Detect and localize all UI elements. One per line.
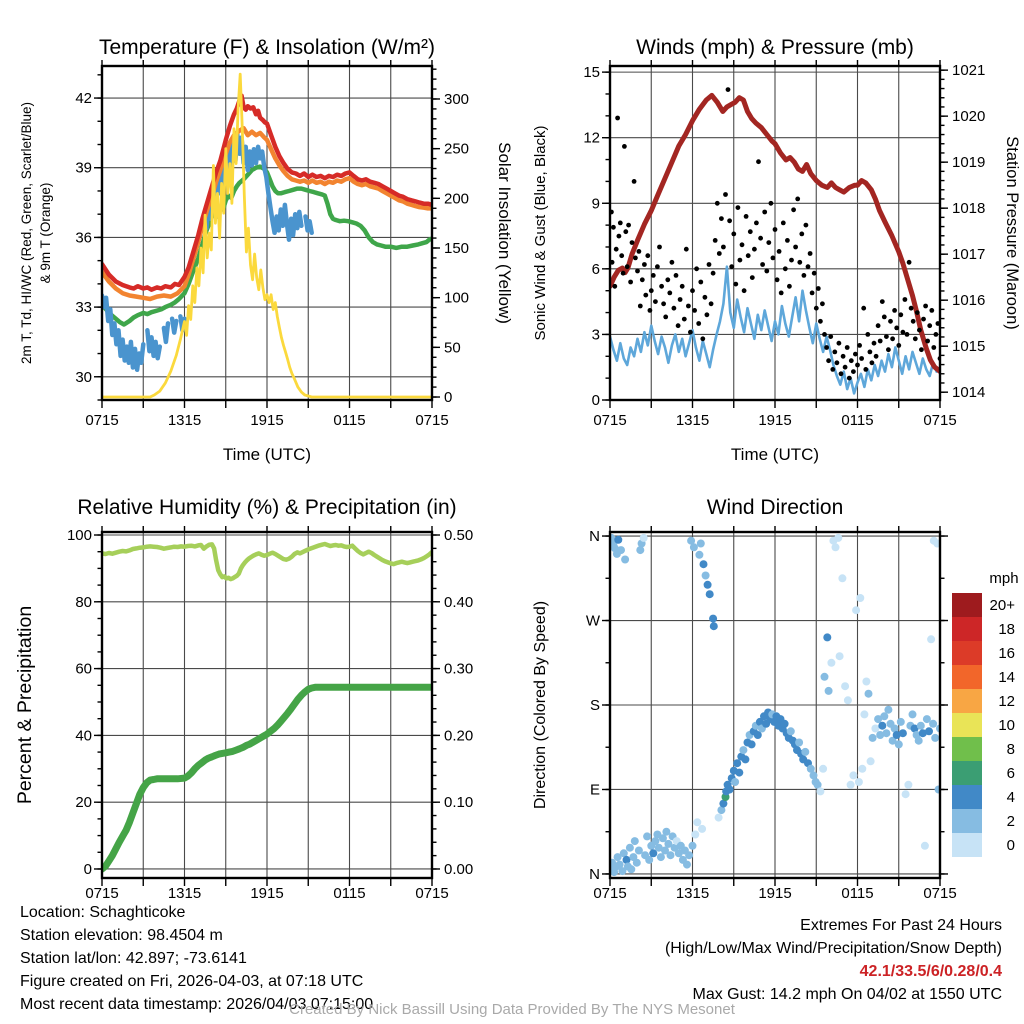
svg-text:Percent & Precipitation: Percent & Precipitation <box>14 605 36 805</box>
svg-text:Time (UTC): Time (UTC) <box>730 445 820 464</box>
svg-text:1915: 1915 <box>250 885 284 902</box>
svg-text:0715: 0715 <box>85 885 119 902</box>
wind-direction-chart <box>512 470 1024 920</box>
svg-text:50: 50 <box>444 339 461 357</box>
svg-text:33: 33 <box>75 299 92 317</box>
svg-text:2m T, Td, HI/WC (Red, Green, S: 2m T, Td, HI/WC (Red, Green, Scarlet/Blue) <box>19 101 34 365</box>
svg-text:0.10: 0.10 <box>444 794 474 812</box>
svg-text:30: 30 <box>75 368 92 386</box>
extremes-block <box>665 914 1002 1006</box>
svg-text:100: 100 <box>444 289 470 307</box>
svg-text:Wind Direction: Wind Direction <box>706 496 844 519</box>
svg-text:39: 39 <box>75 159 92 177</box>
svg-text:0715: 0715 <box>415 885 449 902</box>
svg-text:E: E <box>589 781 600 799</box>
svg-text:60: 60 <box>75 660 92 678</box>
svg-text:0115: 0115 <box>333 412 366 429</box>
svg-text:N: N <box>589 865 600 883</box>
svg-text:1020: 1020 <box>952 108 986 126</box>
svg-text:0115: 0115 <box>333 885 366 902</box>
svg-text:4: 4 <box>1006 789 1015 806</box>
svg-text:0.50: 0.50 <box>444 527 474 545</box>
svg-text:W: W <box>585 612 600 630</box>
svg-text:0.30: 0.30 <box>444 660 474 678</box>
svg-text:Relative Humidity (%) & Precip: Relative Humidity (%) & Precipitation (in) <box>77 496 457 519</box>
svg-text:9: 9 <box>591 195 600 213</box>
svg-text:Winds (mph) & Pressure (mb): Winds (mph) & Pressure (mb) <box>636 36 914 59</box>
humidity-precipitation-chart <box>0 470 512 920</box>
svg-text:Direction (Colored By Speed): Direction (Colored By Speed) <box>532 600 549 810</box>
svg-text:0715: 0715 <box>415 412 449 429</box>
extremes-values: 42.1/33.5/6/0.28/0.4 <box>859 963 1002 980</box>
svg-text:0115: 0115 <box>841 412 874 429</box>
svg-text:S: S <box>589 697 600 714</box>
svg-text:6: 6 <box>591 260 600 278</box>
svg-text:0115: 0115 <box>841 885 874 902</box>
elevation-line: Station elevation: 98.4504 m <box>20 927 223 944</box>
svg-text:1017: 1017 <box>952 246 986 264</box>
svg-text:2: 2 <box>1006 813 1015 830</box>
svg-text:N: N <box>589 528 600 546</box>
svg-text:6: 6 <box>1006 765 1015 782</box>
svg-text:0: 0 <box>444 389 453 407</box>
svg-text:0: 0 <box>83 860 92 878</box>
svg-text:20: 20 <box>75 794 92 812</box>
svg-text:18: 18 <box>998 621 1015 638</box>
timestamp-line: Most recent data timestamp: 2026/04/03 07:15:00 <box>20 996 374 1013</box>
svg-text:80: 80 <box>75 593 92 611</box>
svg-text:1021: 1021 <box>952 62 986 80</box>
svg-text:Solar Insolation (Yellow): Solar Insolation (Yellow) <box>495 142 514 324</box>
svg-text:0: 0 <box>1006 837 1015 854</box>
winds-pressure-chart <box>512 0 1024 470</box>
svg-text:1315: 1315 <box>167 885 202 902</box>
svg-text:0715: 0715 <box>593 885 627 902</box>
svg-text:1014: 1014 <box>952 384 986 402</box>
svg-text:1016: 1016 <box>952 292 986 310</box>
svg-text:1315: 1315 <box>167 412 202 429</box>
temperature-insolation-chart <box>0 0 512 470</box>
svg-text:1315: 1315 <box>675 885 710 902</box>
svg-text:0715: 0715 <box>923 412 957 429</box>
extremes-title: Extremes For Past 24 Hours <box>800 917 1002 934</box>
svg-text:0.40: 0.40 <box>444 593 474 611</box>
svg-text:Sonic Wind & Gust (Blue, Black: Sonic Wind & Gust (Blue, Black) <box>532 125 549 341</box>
svg-text:1019: 1019 <box>952 154 986 172</box>
svg-text:12: 12 <box>583 129 600 147</box>
svg-text:12: 12 <box>998 693 1015 710</box>
svg-text:0.20: 0.20 <box>444 727 474 745</box>
svg-text:3: 3 <box>591 326 600 344</box>
svg-text:20+: 20+ <box>989 597 1015 614</box>
max-gust-line: Max Gust: 14.2 mph On 04/02 at 1550 UTC <box>692 986 1002 1003</box>
svg-text:14: 14 <box>998 669 1015 686</box>
svg-text:8: 8 <box>1006 741 1015 758</box>
svg-text:100: 100 <box>66 527 92 545</box>
svg-text:Time (UTC): Time (UTC) <box>222 445 312 464</box>
location-line: Location: Schaghticoke <box>20 904 186 921</box>
svg-text:1915: 1915 <box>758 412 792 429</box>
svg-text:0.00: 0.00 <box>444 860 474 878</box>
svg-text:Temperature (F) & Insolation (: Temperature (F) & Insolation (W/m²) <box>98 36 436 59</box>
svg-text:0: 0 <box>591 392 600 409</box>
svg-text:1315: 1315 <box>675 412 710 429</box>
svg-text:Station Pressure (Maroon): Station Pressure (Maroon) <box>1003 136 1021 330</box>
extremes-subtitle: (High/Low/Max Wind/Precipitation/Snow Depth) <box>664 940 1002 957</box>
created-line: Figure created on Fri, 2026-04-03, at 07:18 UTC <box>20 973 364 990</box>
svg-text:0715: 0715 <box>85 412 119 429</box>
svg-text:10: 10 <box>998 717 1015 734</box>
svg-text:300: 300 <box>444 90 470 108</box>
svg-text:250: 250 <box>444 140 470 158</box>
svg-text:1915: 1915 <box>250 412 284 429</box>
svg-text:0715: 0715 <box>593 412 627 429</box>
svg-text:mph: mph <box>989 570 1019 587</box>
svg-text:150: 150 <box>444 240 470 258</box>
svg-text:16: 16 <box>998 645 1015 662</box>
svg-text:200: 200 <box>444 190 470 208</box>
svg-text:1015: 1015 <box>952 338 986 356</box>
svg-text:0715: 0715 <box>923 885 957 902</box>
station-info-block <box>20 901 373 1016</box>
svg-text:1915: 1915 <box>758 885 792 902</box>
svg-text:1018: 1018 <box>952 200 986 218</box>
credit-line: Created By Nick Bassill Using Data Provided By The NYS Mesonet <box>289 1001 735 1018</box>
svg-text:& 9m T (Orange): & 9m T (Orange) <box>38 182 53 284</box>
svg-text:42: 42 <box>75 90 92 108</box>
svg-text:15: 15 <box>583 64 600 82</box>
latlon-line: Station lat/lon: 42.897; -73.6141 <box>20 950 247 967</box>
svg-text:40: 40 <box>75 727 92 745</box>
svg-text:36: 36 <box>75 229 92 247</box>
